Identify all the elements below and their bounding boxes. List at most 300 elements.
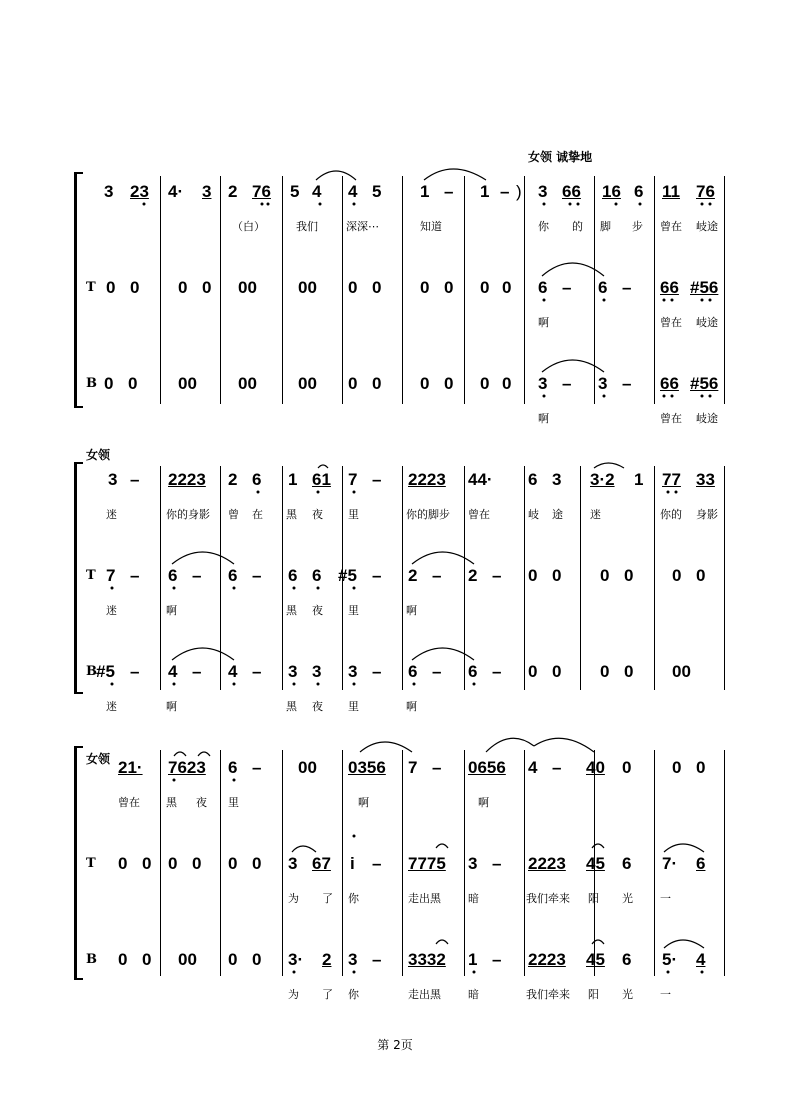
octave-dot [543,395,546,398]
lyric: 岐途 [696,316,718,329]
note: 6 [696,854,706,873]
note: – [444,182,454,201]
note: 0 [118,854,128,873]
barline [580,466,581,690]
note: 0 [600,566,610,585]
note: 3 [104,182,114,201]
note: 0 [104,374,114,393]
note: 3 [538,374,548,393]
lyric: 迷 [590,508,601,521]
tenor-part-label: T [86,280,96,295]
note: 3 [348,950,358,969]
note: 16 [602,182,621,201]
octave-dot [293,683,296,686]
note: 0 [130,278,140,297]
lyric: 黑 [286,700,297,713]
note: 2 [228,182,238,201]
note: 7623 [168,758,206,777]
lyric: 为 [288,988,299,1001]
note: 6 [634,182,644,201]
barline [724,176,725,404]
slur [198,752,210,756]
lyric: 暗 [468,892,479,905]
barline [402,176,403,404]
note: 3 [288,662,298,681]
note: 7 [106,566,116,585]
lyric: 里 [348,604,359,617]
lyric: 光 [622,988,633,1001]
barline [282,750,283,976]
octave-dot [709,395,712,398]
lyric: 为 [288,892,299,905]
slur [174,752,186,756]
lyric: 曾 [228,508,239,521]
lyric: 岐途 [696,412,718,425]
lyric: 曾在 [660,316,682,329]
note: – [252,566,262,585]
note: 0656 [468,758,506,777]
octave-dot [667,491,670,494]
octave-dot [143,203,146,206]
bass-part-label: B [86,376,97,391]
note: 0 [420,374,430,393]
note: – [372,950,382,969]
lyric: 你 [348,892,359,905]
octave-dot [473,971,476,974]
note: 3 [288,854,298,873]
note: 6 [468,662,478,681]
lyric: 啊 [538,316,549,329]
octave-dot [111,587,114,590]
note: 4 [696,950,706,969]
octave-dot [173,683,176,686]
octave-dot [233,587,236,590]
note: 6 [408,662,418,681]
note: 76 [696,182,715,201]
octave-dot [111,683,114,686]
barline [524,176,525,404]
note: #5 [338,566,357,585]
note: 3·2 [590,470,615,489]
lyric: 走出黑 [408,892,441,905]
note: – [192,662,202,681]
octave-dot [353,835,356,838]
note: – [492,662,502,681]
octave-dot [267,203,270,206]
note: 00 [298,374,317,393]
note: 33 [696,470,715,489]
lyric: 一 [660,988,671,1001]
note: 3· [288,950,304,969]
note: 00 [298,758,317,777]
octave-dot [353,683,356,686]
note: – [552,758,562,777]
note: 0 [444,278,454,297]
octave-dot [233,779,236,782]
note: 4 [348,182,358,201]
note: 0 [502,278,512,297]
note: – [562,278,572,297]
lyric: 啊 [406,700,417,713]
note: – [130,470,140,489]
note: 0 [178,278,188,297]
note: 0 [552,662,562,681]
lyric: 的 [572,220,583,233]
barline [220,750,221,976]
octave-dot [663,395,666,398]
note: 0 [624,566,634,585]
note: 2223 [528,854,566,873]
octave-dot [663,299,666,302]
barline [524,750,525,976]
note: 0 [480,374,490,393]
lyric: 你 [348,988,359,1001]
note: 5· [662,950,678,969]
note: 6 [228,566,238,585]
octave-dot [353,491,356,494]
barline [654,750,655,976]
octave-dot [615,203,618,206]
lyric: 你的 [660,508,682,521]
note: 0 [106,278,116,297]
lyric: 里 [228,796,239,809]
note: 1 [480,182,490,201]
bass-part-label: B [86,952,97,967]
lyric: 啊 [538,412,549,425]
note: 2223 [168,470,206,489]
note: – [622,374,632,393]
tenor-part-label: T [86,568,96,583]
lyric: 你的身影 [166,508,210,521]
lyric: 在 [252,508,263,521]
lyric: 夜 [312,508,323,521]
note: 0 [480,278,490,297]
note: 0 [228,854,238,873]
note: 66 [660,278,679,297]
octave-dot [701,299,704,302]
note: 7 [408,758,418,777]
lyric: 曾在 [468,508,490,521]
octave-dot [543,203,546,206]
note: 2 [228,470,238,489]
barline [654,176,655,404]
note: – [432,566,442,585]
note: – [130,662,140,681]
note: 0 [672,566,682,585]
lyric: 阳 [588,892,599,905]
lyric: 啊 [406,604,417,617]
lyric: 脚 [600,220,611,233]
slur [664,940,704,948]
note: 76 [252,182,271,201]
slur [534,738,594,752]
note: 0 [168,854,178,873]
note: 0 [502,374,512,393]
barline [160,750,161,976]
note: 1 [420,182,430,201]
note: 0 [252,950,262,969]
note: 66 [660,374,679,393]
system-brace [74,172,83,408]
barline [160,466,161,690]
lyric: 迷 [106,700,117,713]
note: 0 [372,278,382,297]
note: 6 [622,854,632,873]
octave-dot [413,683,416,686]
barline [464,750,465,976]
octave-dot [701,395,704,398]
barline [282,176,283,404]
barline [402,466,403,690]
barline [220,466,221,690]
lyric: 黑 [286,508,297,521]
barline [464,466,465,690]
octave-dot [173,779,176,782]
note: – [432,758,442,777]
note: – [492,950,502,969]
slur [360,742,412,752]
note: #56 [690,374,719,393]
octave-dot [675,491,678,494]
slur [594,463,624,468]
barline [524,466,525,690]
lyric: 走出黑 [408,988,441,1001]
note: 00 [238,374,257,393]
lyric: 黑 [286,604,297,617]
note: 67 [312,854,331,873]
note: 0 [624,662,634,681]
note: 0 [696,566,706,585]
lyric: 迷 [106,508,117,521]
octave-dot [353,203,356,206]
note: i [350,854,355,873]
tenor-part-label: T [86,856,96,871]
octave-dot [639,203,642,206]
note: 2223 [528,950,566,969]
note: 2 [468,566,478,585]
lyric: 一 [660,892,671,905]
system-brace [74,746,83,980]
note: 0 [444,374,454,393]
barline [654,466,655,690]
note: – [372,662,382,681]
note: – [622,278,632,297]
octave-dot [293,587,296,590]
slur [172,552,234,564]
note: 7 [348,470,358,489]
note: 0 [528,566,538,585]
note: 7775 [408,854,446,873]
note: 0 [600,662,610,681]
octave-dot [701,203,704,206]
barline [342,176,343,404]
note: 6 [622,950,632,969]
barline [402,750,403,976]
lyric: （白） [232,220,265,233]
octave-dot [577,203,580,206]
lyric: 暗 [468,988,479,1001]
slur [664,844,704,852]
lyric: 岐 [528,508,539,521]
note: 00 [298,278,317,297]
lyric: 身影 [696,508,718,521]
note: 3 [108,470,118,489]
octave-dot [353,971,356,974]
note: 00 [238,278,257,297]
note: 6 [168,566,178,585]
note: 3 [552,470,562,489]
note: 66 [562,182,581,201]
octave-dot [701,971,704,974]
note: 0 [142,854,152,873]
slur [424,169,486,180]
note: 3 [538,182,548,201]
lyric: 啊 [166,700,177,713]
barline [282,466,283,690]
part-label: 女领 [86,752,111,766]
note: 00 [672,662,691,681]
lyric: 曾在 [660,220,682,233]
octave-dot [671,395,674,398]
octave-dot [603,395,606,398]
note: 45 [586,854,605,873]
note: 5 [290,182,300,201]
note: – [432,662,442,681]
page-number: 第 2页 [377,1038,413,1052]
octave-dot [319,203,322,206]
octave-dot [317,683,320,686]
note: 6 [312,566,322,585]
lyric: 途 [552,508,563,521]
lyric: 知道 [420,220,442,233]
barline [724,466,725,690]
lyric: 我们牵来 [526,892,570,905]
lyric: 岐途 [696,220,718,233]
note: 3 [468,854,478,873]
note: 2 [322,950,332,969]
lyric: 黑 [166,796,177,809]
note: 3 [598,374,608,393]
barline [594,176,595,404]
octave-dot [709,299,712,302]
note: 1 [468,950,478,969]
lyric: 光 [622,892,633,905]
octave-dot [257,491,260,494]
note: 6 [288,566,298,585]
note: 61 [312,470,331,489]
lyric: 里 [348,700,359,713]
note: 3332 [408,950,446,969]
octave-dot [353,587,356,590]
note: – [500,182,510,201]
note: 40 [586,758,605,777]
octave-dot [317,587,320,590]
note: 6 [538,278,548,297]
note: 3 [348,662,358,681]
note: 0 [528,662,538,681]
note: 4 [312,182,322,201]
note: 4 [168,662,178,681]
note: 0 [420,278,430,297]
lyric: 深深⋯ [346,220,379,233]
lyric: 曾在 [660,412,682,425]
octave-dot [671,299,674,302]
note: 0 [118,950,128,969]
note: 0 [672,758,682,777]
note: 00 [178,950,197,969]
octave-dot [233,683,236,686]
barline [160,176,161,404]
note: #5 [96,662,115,681]
note: 00 [178,374,197,393]
note: 6 [598,278,608,297]
octave-dot [603,299,606,302]
note: 3 [202,182,212,201]
octave-dot [173,587,176,590]
lyric: 你 [538,220,549,233]
note: 44· [468,470,493,489]
octave-dot [569,203,572,206]
lyric: 夜 [312,700,323,713]
lyric: 里 [348,508,359,521]
lyric: 迷 [106,604,117,617]
lyric: 啊 [166,604,177,617]
note: – [372,470,382,489]
note: – [252,662,262,681]
note: 0 [696,758,706,777]
slur [292,846,316,852]
note: 0 [552,566,562,585]
note: 21· [118,758,143,777]
note: – [562,374,572,393]
lyric: 了 [322,988,333,1001]
note: 6 [528,470,538,489]
lyric: 啊 [478,796,489,809]
lyric: 曾在 [118,796,140,809]
note: 7· [662,854,678,873]
lyric: 夜 [196,796,207,809]
note: 0 [128,374,138,393]
note: – [192,566,202,585]
note: ) [516,182,522,201]
note: 2223 [408,470,446,489]
note: – [130,566,140,585]
note: 0 [348,278,358,297]
octave-dot [543,299,546,302]
note: 45 [586,950,605,969]
lyric: 啊 [358,796,369,809]
system-brace [74,462,83,694]
lyric: 我们牵来 [526,988,570,1001]
note: 1 [288,470,298,489]
barline [724,750,725,976]
note: 77 [662,470,681,489]
slur [316,171,356,180]
note: 1 [634,470,644,489]
lyric: 了 [322,892,333,905]
note: 4 [228,662,238,681]
octave-dot [293,971,296,974]
barline [342,750,343,976]
note: 6 [252,470,262,489]
octave-dot [317,491,320,494]
note: 0 [348,374,358,393]
note: 6 [228,758,238,777]
note: – [252,758,262,777]
note: 2 [408,566,418,585]
note: 5 [372,182,382,201]
note: 4· [168,182,184,201]
